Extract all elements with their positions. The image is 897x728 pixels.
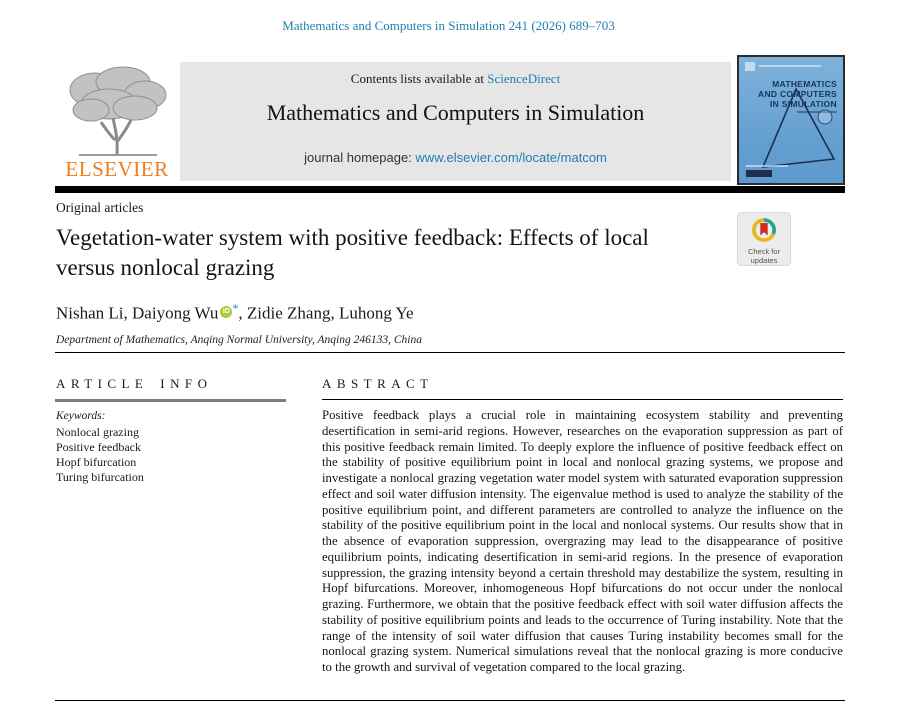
article-type-label: Original articles: [56, 200, 144, 215]
keyword-item: Hopf bifurcation: [56, 455, 137, 469]
authors-line: [56, 301, 414, 324]
journal-cover-thumbnail[interactable]: [737, 55, 845, 185]
cover-title: MATHEMATICS AND COMPUTERS IN SIMULATION: [758, 79, 837, 109]
contents-prefix: Contents lists available at: [350, 71, 488, 86]
journal-citation[interactable]: Mathematics and Computers in Simulation 241 (2026) 689–703: [282, 18, 615, 33]
keywords-label: Keywords:: [56, 410, 106, 422]
orcid-icon[interactable]: iD: [220, 306, 232, 318]
abstract-heading: ABSTRACT: [322, 376, 434, 391]
homepage-prefix: journal homepage:: [304, 150, 416, 165]
footer-divider: [55, 700, 845, 701]
journal-title: Mathematics and Computers in Simulation: [266, 100, 645, 125]
author-name: Zidie Zhang: [246, 303, 331, 323]
homepage-line: [180, 150, 731, 165]
author-name: Luhong Ye: [338, 303, 414, 323]
cover-elsevier-badge: [746, 170, 772, 177]
header-divider: [55, 186, 845, 193]
author-separator: ,: [238, 303, 247, 323]
abstract-rule: [322, 399, 843, 400]
author-name: Nishan Li: [56, 303, 124, 323]
elsevier-logo[interactable]: [56, 62, 178, 182]
check-for-updates-button[interactable]: [737, 212, 791, 266]
journal-banner: [180, 62, 731, 181]
elsevier-wordmark: ELSEVIER: [65, 157, 169, 181]
abstract-text: Positive feedback plays a crucial role in maintaining ecosystem stability and preventing desertification in semi-arid regions. However, researches on the evaporation suppression as part of this positive feedback remain limited. To deeply explore the influence of positive feedback effect on the stability of positive equilibrium point in local and nonlocal grazing systems, we propose and investigate a nonlocal grazing vegetation water model system with saturated evaporation suppression effect and soil water diffusion intensity. The eigenvalue method is used to analyze the stability of the positive equilibrium point, and different parameters are controlled to analyze the influence on the stability of the positive equilibrium point in the local and nonlocal systems. Our results show that in the absence of evaporation suppression, overgrazing may lead to the disappearance of positive equilibrium points, indicating desertification in semi-arid regions. In the presence of evaporation suppression, the grazing intensity beyond a certain threshold may destabilize the system, resulting in Hopf bifurcations. Moreover, inhomogeneous Hopf bifurcations do not occur under the nonlocal grazing. Furthermore, we obtain that the positive feedback effect with soil water diffusion affects the stability of positive equilibrium points and leads to the occurrence of Turing instability. Note that the range of the intensity of soil water diffusion that causes Turing instability becomes small for the nonlocal grazing system. Numerical simulations reveal that the nonlocal grazing is more conducive to the growth and survival of vegetation compared to the local grazing.: [322, 408, 843, 674]
homepage-link[interactable]: www.elsevier.com/locate/matcom: [415, 150, 607, 165]
contents-line: [180, 71, 731, 87]
check-for-updates-label: Check for updates: [747, 247, 781, 265]
keyword-item: Positive feedback: [56, 440, 141, 454]
keyword-item: Turing bifurcation: [56, 470, 144, 484]
article-info-heading: ARTICLE INFO: [56, 376, 213, 391]
article-title: Vegetation-water system with positive feedback: Effects of local versus nonlocal grazing: [56, 225, 649, 280]
divider: [55, 352, 845, 353]
sciencedirect-link[interactable]: ScienceDirect: [487, 71, 561, 86]
author-separator: ,: [123, 303, 133, 323]
corresponding-author-mark[interactable]: *: [232, 301, 239, 315]
article-info-rule: [55, 399, 286, 402]
cover-footer-text: [746, 165, 788, 167]
keyword-item: Nonlocal grazing: [56, 425, 139, 439]
keywords-list: [56, 425, 144, 485]
author-name: Daiyong Wu: [132, 303, 219, 323]
elsevier-tree-icon: [61, 62, 173, 158]
affiliation: Department of Mathematics, Anqing Normal University, Anqing 246133, China: [56, 334, 422, 346]
author-separator: ,: [330, 303, 339, 323]
check-for-updates-icon: [751, 217, 777, 243]
